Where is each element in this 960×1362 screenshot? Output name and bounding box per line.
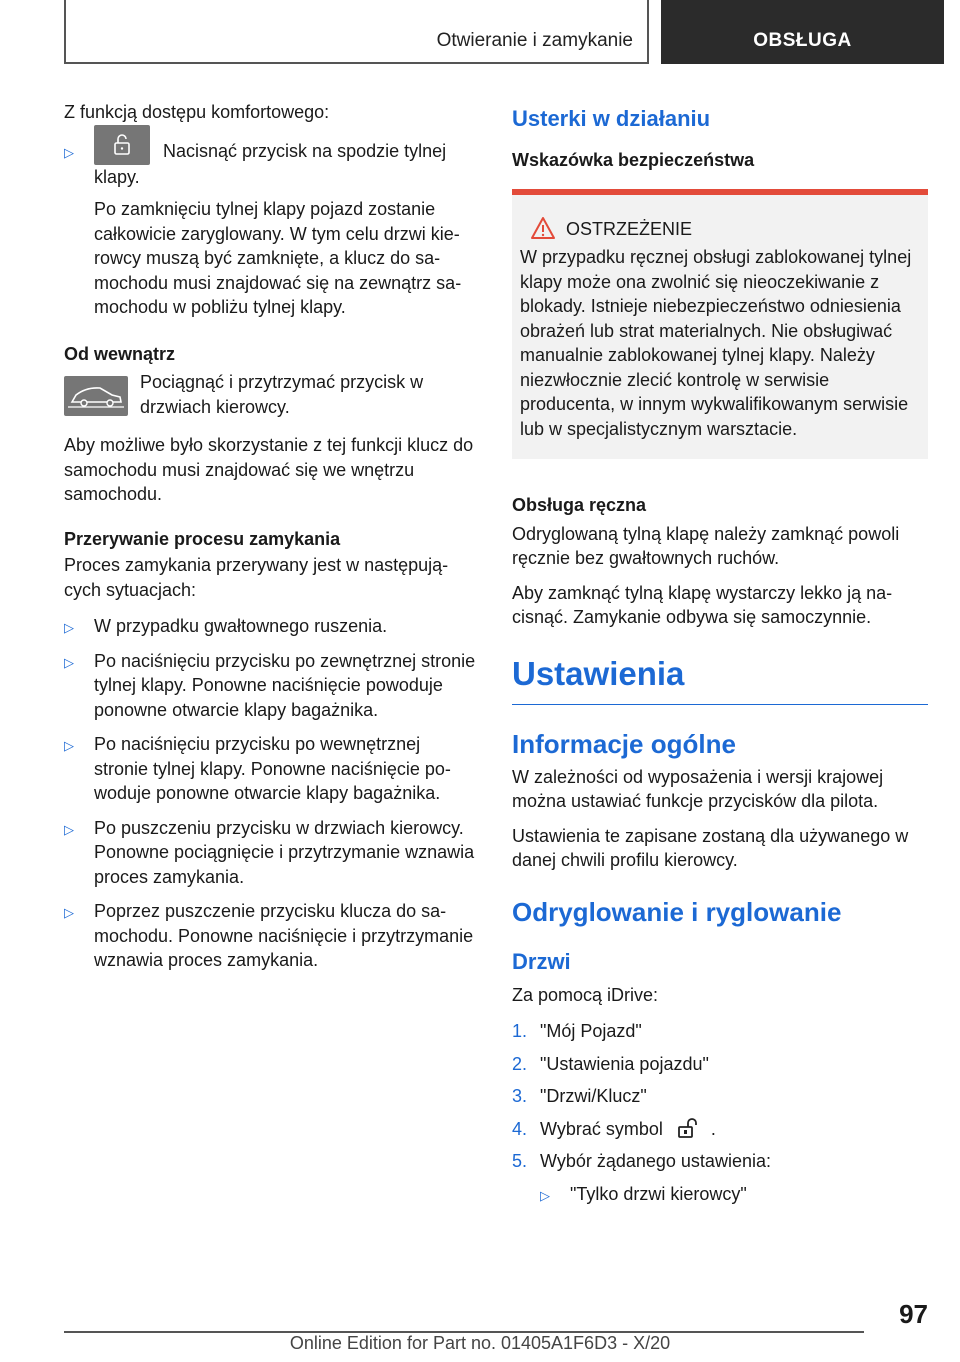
warning-triangle-icon xyxy=(530,216,556,240)
section-title: Otwieranie i zamykanie xyxy=(436,30,633,51)
warning-title-row xyxy=(520,217,920,242)
malfunction-heading: Usterki w działaniu xyxy=(512,106,711,131)
warning-text: W przypadku ręcznej obsługi zablokowanej tylnej klapy może ona zwolnić się nieoczekiwanie z blokady. Istnieje niebezpieczeństwo odniesienia obrażeń lub strat materialnych. Nie obsługiwać manualnie zablokowanej tylnej klapy. Należy niezwłocznie zlecić kontrolę w serwisie producenta, w innym wykwalifikowanym serwisie lub w specjalistycznym warsztacie. xyxy=(520,247,912,439)
edition-footer: Online Edition for Part no. 01405A1F6D3 - X/20 xyxy=(289,1333,671,1353)
manual-text-1: Odryglowaną tylną klapę należy zamknąć powoli ręcznie bez gwałtownych ruchów. xyxy=(512,523,900,568)
inside-row xyxy=(64,370,476,419)
triangle-bullet-icon: ▷ xyxy=(64,620,74,636)
interrupt-item: ▷ Po naciśnięciu przycisku po zewnętrznej stronie tylnej klapy. Ponowne naciśnięcie powoduje ponowne otwarcie klapy bagażnika. xyxy=(64,650,476,720)
triangle-bullet-icon: ▷ xyxy=(64,738,74,754)
triangle-bullet-icon: ▷ xyxy=(540,1187,550,1203)
manual-heading: Obsługa ręczna xyxy=(512,495,647,515)
inside-text: Pociągnąć i przytrzymać przycisk w drzwiach kierowcy. xyxy=(140,372,424,417)
step-item: 5. Wybór żądanego ustawienia: xyxy=(512,1151,771,1171)
comfort-intro: Z funkcją dostępu komfortowego: xyxy=(64,102,330,122)
interrupt-item: ▷ Po puszczeniu przycisku w drzwiach kierowcy. Ponowne pociągnięcie i przytrzymanie wznawia proces zamykania. xyxy=(64,817,475,887)
interrupt-item: ▷ Po naciśnięciu przycisku po wewnętrznej stronie tylnej klapy. Ponowne naciśnięcie powoduje ponowne otwarcie klapy bagażnika. xyxy=(64,734,451,804)
chapter-tab xyxy=(661,0,944,64)
car-door-button-icon xyxy=(64,376,128,416)
interrupt-item: ▷ Poprzez puszczenie przycisku klucza do samochodu. Ponowne naciśnięcie i przytrzymanie wznawia proces zamykania. xyxy=(64,901,474,971)
step-item: 3. "Drzwi/Klucz" xyxy=(512,1086,647,1106)
step-item: 1. "Mój Pojazd" xyxy=(512,1021,642,1041)
interrupt-intro: Proces zamykania przerywany jest w następujących sytuacjach: xyxy=(64,555,449,600)
section-header xyxy=(64,0,649,64)
general-text-1: W zależności od wyposażenia i wersji krajowej można ustawiać funkcje przycisków dla pilota. xyxy=(512,766,884,811)
idrive-intro: Za pomocą iDrive: xyxy=(512,984,659,1005)
warning-box xyxy=(512,189,928,460)
interrupt-item: ▷ W przypadku gwałtownego ruszenia. xyxy=(64,614,476,639)
triangle-bullet-icon: ▷ xyxy=(64,821,74,837)
interrupt-heading: Przerywanie procesu zamykania xyxy=(64,528,341,549)
settings-heading: Ustawienia xyxy=(512,656,928,705)
tailgate-button-icon xyxy=(94,125,150,165)
triangle-bullet-icon: ▷ xyxy=(64,144,74,160)
step-item: 2. "Ustawienia pojazdu" xyxy=(512,1053,709,1074)
doors-heading: Drzwi xyxy=(512,948,571,974)
triangle-bullet-icon: ▷ xyxy=(64,654,74,670)
step-item: 4. Wybrać symbol . xyxy=(512,1118,716,1139)
chapter-title: OBSŁUGA xyxy=(753,30,852,51)
manual-text-2: Aby zamknąć tylną klapę wystarczy lekko ją nacisnąć. Zamykanie odbywa się samoczynnie. xyxy=(512,582,893,627)
general-text-2: Ustawienia te zapisane zostaną dla używanego w danej chwili profilu kierowcy. xyxy=(512,825,909,870)
after-close-text: Po zamknięciu tylnej klapy pojazd zostanie całkowicie zaryglowany. W tym celu drzwi kierowcy muszą być zamknięte, a klucz do samochodu musi znajdować się na zewnątrz samochodu w pobliżu tylnej klapy. xyxy=(94,199,462,318)
triangle-bullet-icon: ▷ xyxy=(64,905,74,921)
unlock-heading: Odryglowanie i ryglowanie xyxy=(512,896,842,927)
sub-option-item: ▷ "Tylko drzwi kierowcy" xyxy=(540,1182,928,1207)
warning-title: OSTRZEŻENIE xyxy=(566,218,693,239)
right-column xyxy=(512,100,928,1216)
safety-heading: Wskazówka bezpieczeństwa xyxy=(512,150,755,170)
key-note: Aby możliwe było skorzystanie z tej funkcji klucz do samochodu musi znajdować się we wnętrzu samochodu. xyxy=(64,435,474,505)
general-heading: Informacje ogólne xyxy=(512,728,736,759)
page-number: 97 xyxy=(899,1299,928,1329)
press-button-item xyxy=(64,139,476,190)
inside-heading: Od wewnątrz xyxy=(64,343,176,364)
unlock-symbol-icon xyxy=(676,1117,702,1139)
left-column xyxy=(64,100,476,983)
press-button-text: Nacisnąć przycisk na spodzie tylnej klapy. xyxy=(94,140,447,187)
